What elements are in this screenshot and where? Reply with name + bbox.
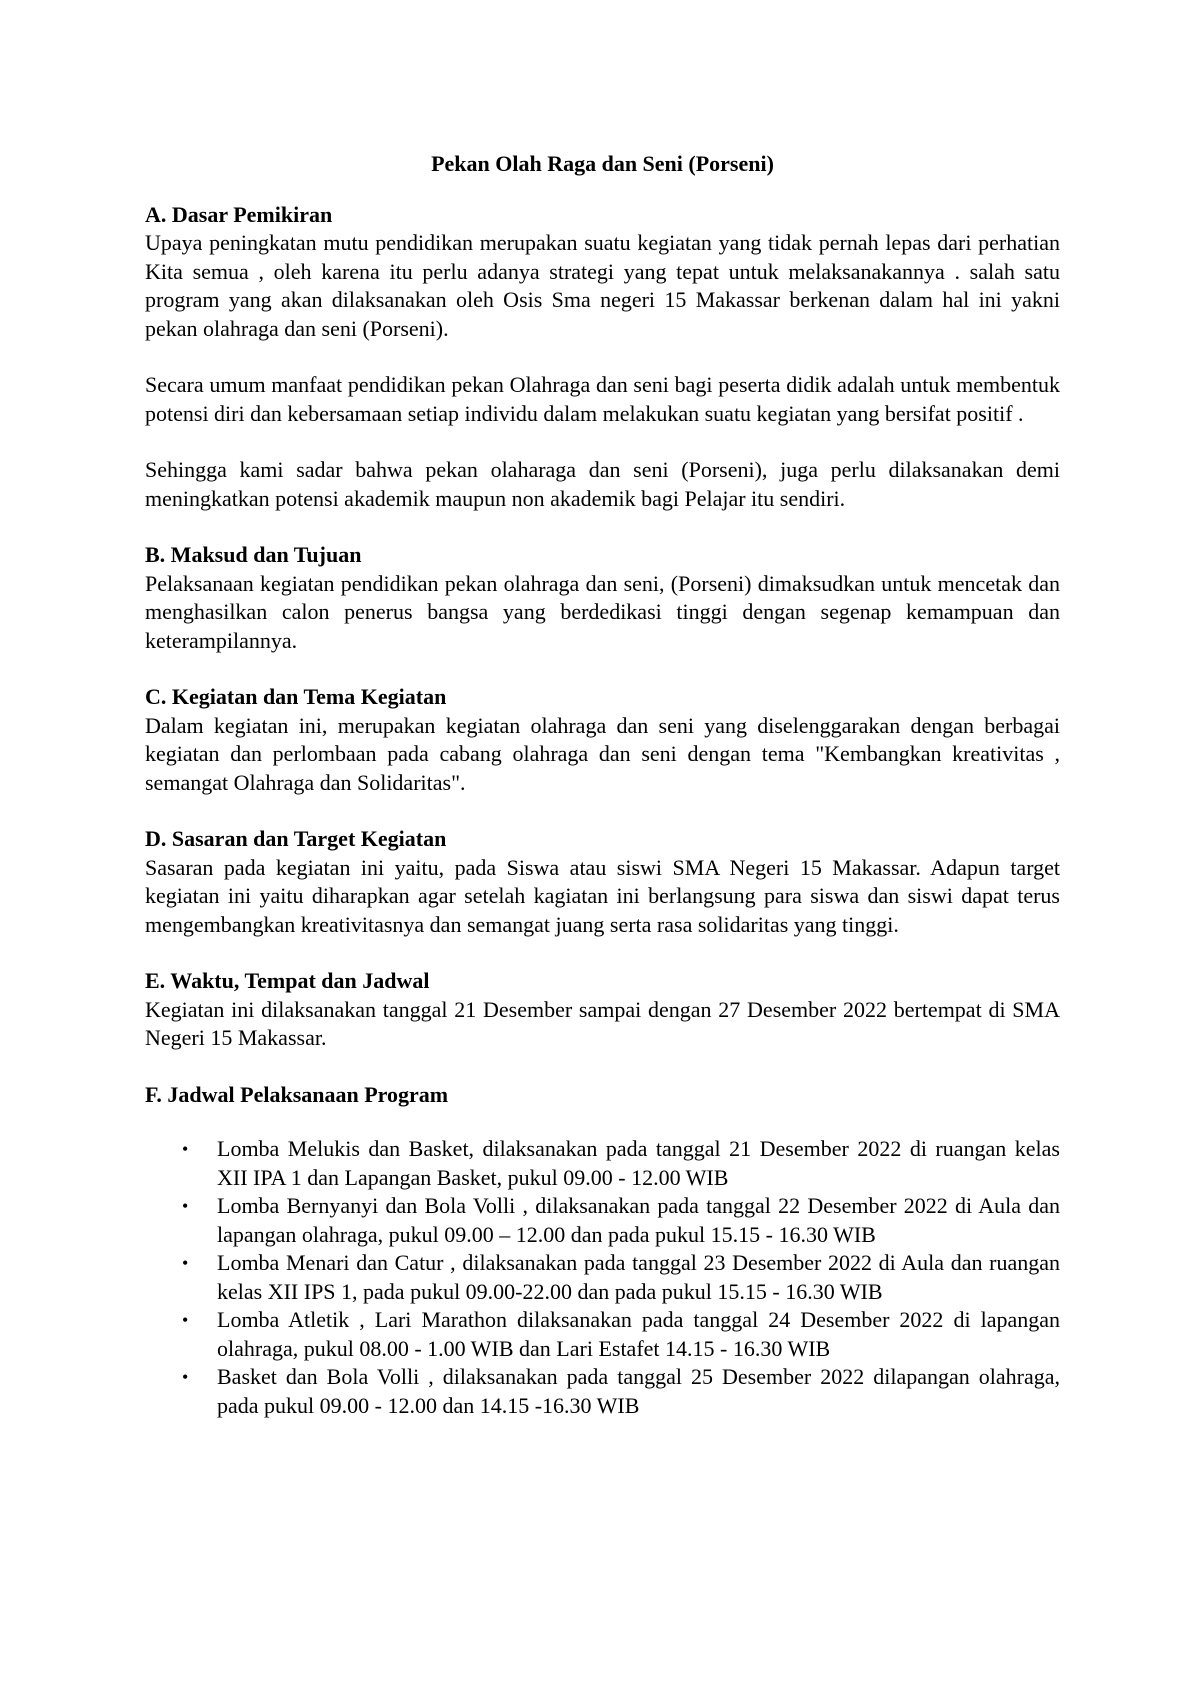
- document-page: [145, 150, 1060, 1448]
- list-item-text: Lomba Bernyanyi dan Bola Volli , dilaksanakan pada tanggal 22 Desember 2022 di Aula dan lapangan olahraga, pukul 09.00 – 12.00 dan pada pukul 15.15 - 16.30 WIB: [217, 1193, 1060, 1247]
- schedule-list: [145, 1135, 1060, 1420]
- section-heading: E. Waktu, Tempat dan Jadwal: [145, 968, 430, 993]
- list-item: [182, 1135, 1060, 1192]
- paragraph: Sasaran pada kegiatan ini yaitu, pada Siswa atau siswi SMA Negeri 15 Makassar. Adapun target kegiatan ini yaitu diharapkan agar setelah kagiatan ini berlangsung para siswa dan siswi dapat terus mengembangkan kreativitasnya dan semangat juang serta rasa solidaritas yang tinggi.: [145, 854, 1060, 937]
- list-item: [182, 1192, 1060, 1249]
- bullet-icon: •: [182, 1367, 189, 1387]
- section-kegiatan-tema: [145, 683, 1060, 797]
- list-item-text: Lomba Menari dan Catur , dilaksanakan pada tanggal 23 Desember 2022 di Aula dan ruangan kelas XII IPS 1, pada pukul 09.00-22.00 dan pada pukul 15.15 - 16.30 WIB: [217, 1250, 1060, 1304]
- section-maksud-tujuan: [145, 541, 1060, 655]
- section-sasaran-target: [145, 825, 1060, 939]
- list-item-text: Lomba Atletik , Lari Marathon dilaksanakan pada tanggal 24 Desember 2022 di lapangan olahraga, pukul 08.00 - 1.00 WIB dan Lari Estafet 14.15 - 16.30 WIB: [217, 1307, 1060, 1361]
- paragraph: Kegiatan ini dilaksanakan tanggal 21 Desember sampai dengan 27 Desember 2022 bertempat di SMA Negeri 15 Makassar.: [145, 996, 1060, 1050]
- paragraph: Dalam kegiatan ini, merupakan kegiatan olahraga dan seni yang diselenggarakan dengan berbagai kegiatan dan perlombaan pada cabang olahraga dan seni dengan tema "Kembangkan kreativitas , semangat Olahraga dan Solidaritas".: [145, 712, 1060, 795]
- section-heading: C. Kegiatan dan Tema Kegiatan: [145, 684, 447, 709]
- list-item-text: Basket dan Bola Volli , dilaksanakan pada tanggal 25 Desember 2022 dilapangan olahraga, pada pukul 09.00 - 12.00 dan 14.15 -16.30 WIB: [217, 1364, 1060, 1418]
- list-item-text: Lomba Melukis dan Basket, dilaksanakan pada tanggal 21 Desember 2022 di ruangan kelas XII IPA 1 dan Lapangan Basket, pukul 09.00 - 12.00 WIB: [217, 1136, 1060, 1190]
- bullet-icon: •: [182, 1310, 189, 1330]
- bullet-icon: •: [182, 1253, 189, 1273]
- paragraph: Secara umum manfaat pendidikan pekan Olahraga dan seni bagi peserta didik adalah untuk membentuk potensi diri dan kebersamaan setiap individu dalam melakukan suatu kegiatan yang bersifat positif .: [145, 372, 1060, 426]
- section-heading: D. Sasaran dan Target Kegiatan: [145, 826, 447, 851]
- list-item: [182, 1306, 1060, 1363]
- section-waktu-tempat: [145, 967, 1060, 1053]
- paragraph: Pelaksanaan kegiatan pendidikan pekan olahraga dan seni, (Porseni) dimaksudkan untuk mencetak dan menghasilkan calon penerus bangsa yang berdedikasi tinggi dengan segenap kemampuan dan keterampilannya.: [145, 570, 1060, 653]
- bullet-icon: •: [182, 1196, 189, 1216]
- section-heading: F. Jadwal Pelaksanaan Program: [145, 1081, 449, 1107]
- section-heading: B. Maksud dan Tujuan: [145, 542, 362, 567]
- list-item: [182, 1249, 1060, 1306]
- paragraph: Sehingga kami sadar bahwa pekan olaharaga dan seni (Porseni), juga perlu dilaksanakan demi meningkatkan potensi akademik maupun non akademik bagi Pelajar itu sendiri.: [145, 457, 1060, 511]
- section-heading: A. Dasar Pemikiran: [145, 201, 333, 227]
- section-dasar-pemikiran: [145, 201, 1060, 514]
- paragraph: Upaya peningkatan mutu pendidikan merupakan suatu kegiatan yang tidak pernah lepas dari perhatian Kita semua , oleh karena itu perlu adanya strategi yang tepat untuk melaksanakannya . salah satu program yang akan dilaksanakan oleh Osis Sma negeri 15 Makassar berkenan dalam hal ini yakni pekan olahraga dan seni (Porseni).: [145, 230, 1060, 341]
- bullet-icon: •: [182, 1139, 189, 1159]
- document-title: Pekan Olah Raga dan Seni (Porseni): [431, 151, 774, 176]
- section-jadwal-program: [145, 1081, 1060, 1421]
- list-item: [182, 1363, 1060, 1420]
